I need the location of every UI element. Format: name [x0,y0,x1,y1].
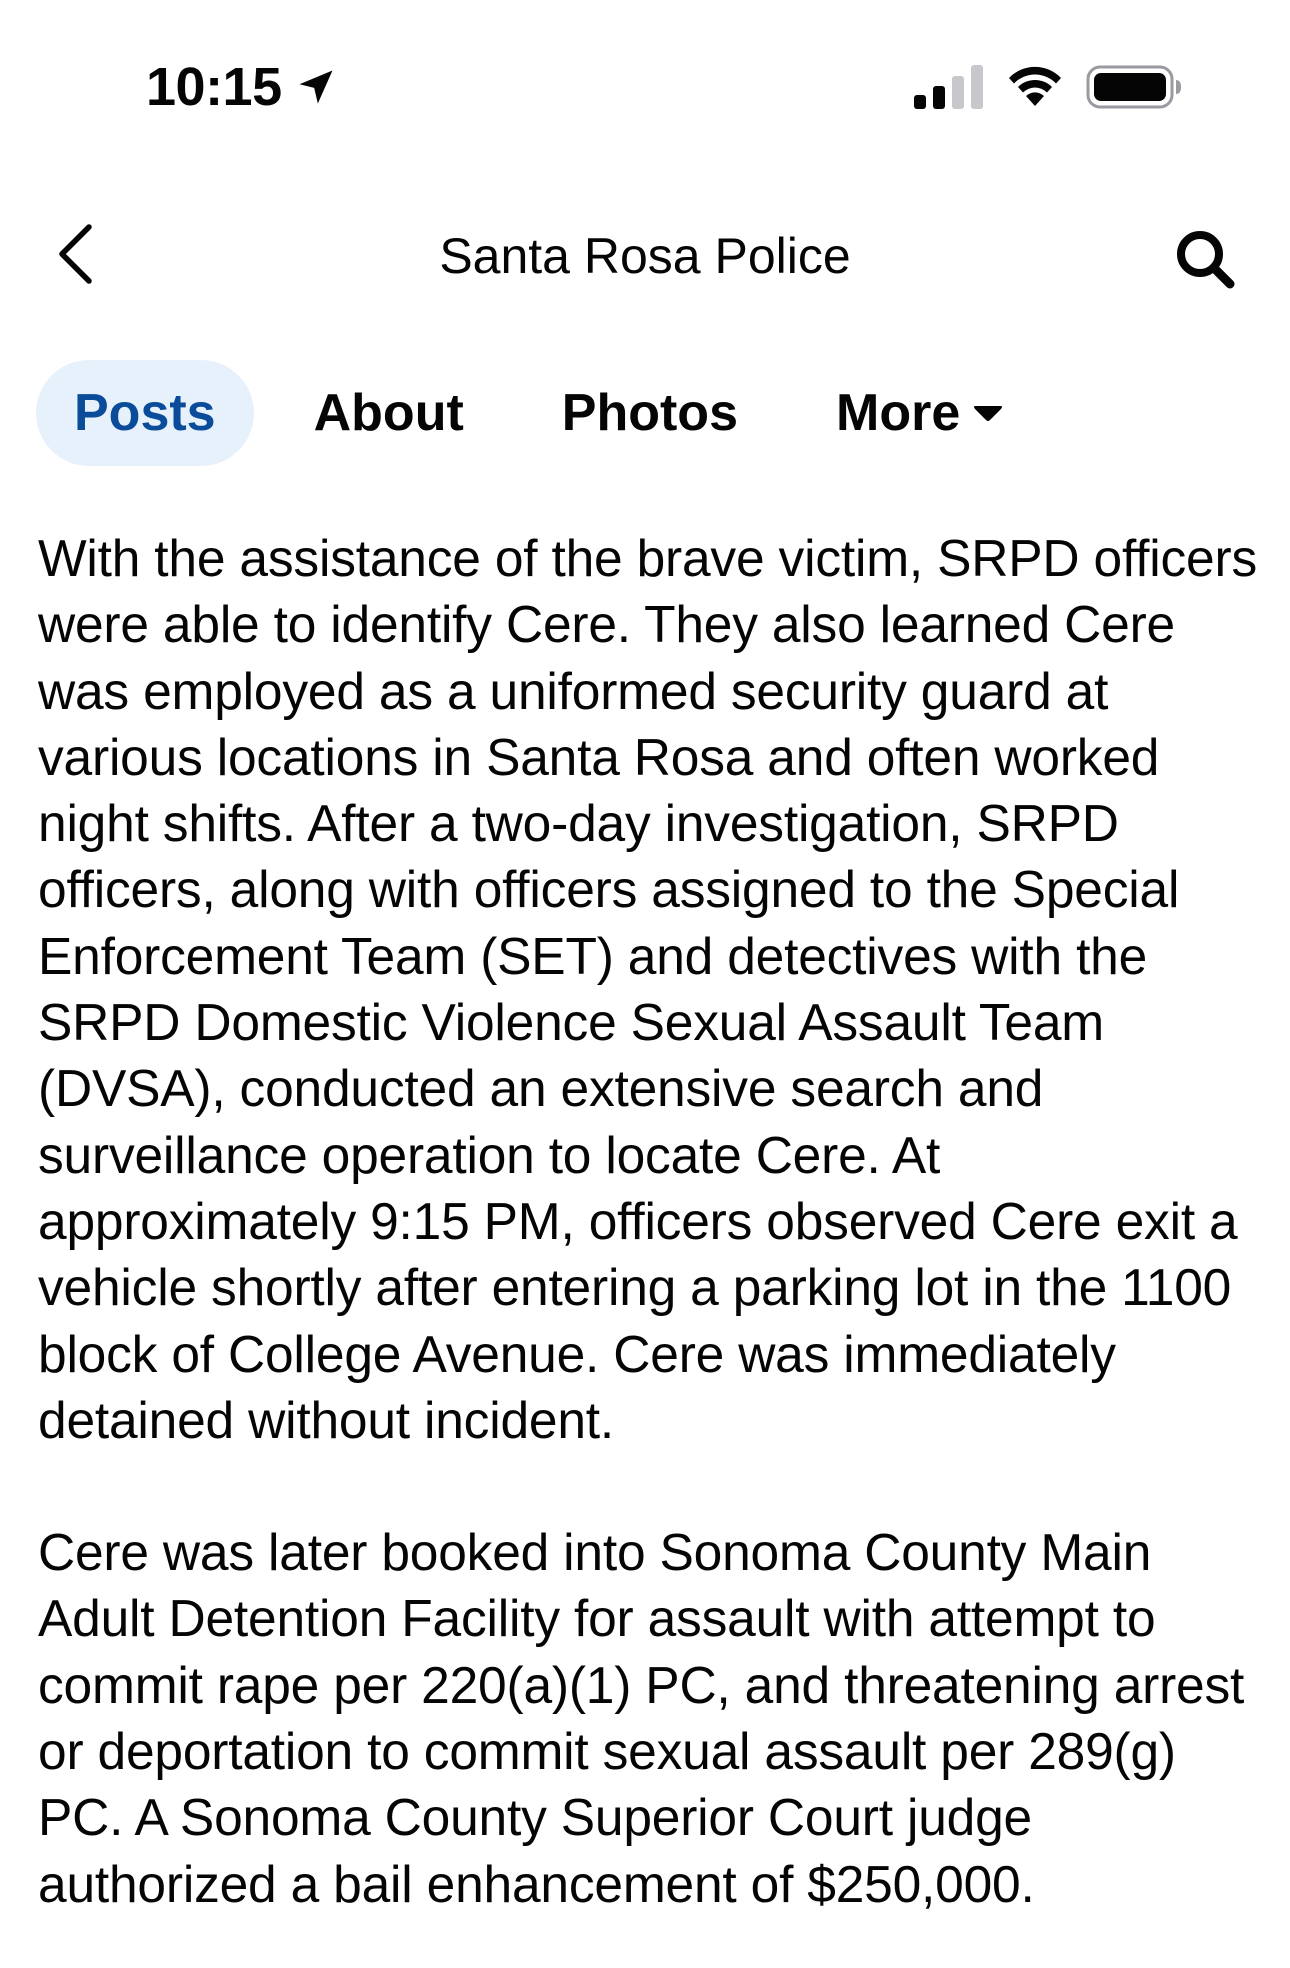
wifi-icon [1006,66,1064,108]
post-body [38,525,1268,1917]
status-indicators [914,62,1182,112]
tab-posts[interactable] [36,360,254,466]
tab-about[interactable] [276,360,502,466]
tab-photos-label: Photos [561,384,738,442]
search-button[interactable] [1165,219,1245,299]
status-time [146,52,338,122]
tab-posts-label: Posts [74,384,216,442]
post-paragraph: With the assistance of the brave victim, SRPD officers were able to identify Cere. They also learned Cere was employed as a uniformed security guard at various locations in Santa Rosa and often worked night shifts. After a two-day investigation, SRPD officers, along with officers assigned to the Special Enforcement Team (SET) and detectives with the SRPD Domestic Violence Sexual Assault Team (DVSA), conducted an extensive search and surveillance operation to locate Cere. At approximately 9:15 PM, officers observed Cere exit a vehicle shortly after entering a parking lot in the 1100 block of College Avenue. Cere was immediately detained without incident. [38,529,1257,1449]
page-title: Santa Rosa Police [439,228,851,284]
battery-icon [1086,64,1182,110]
cellular-signal-icon [914,65,984,109]
tab-more-label: More [836,384,961,442]
tab-photos[interactable] [524,360,776,466]
tab-about-label: About [313,384,464,442]
location-arrow-icon [294,65,338,109]
status-bar [0,0,1290,170]
post-paragraph: Cere was later booked into Sonoma County Main Adult Detention Facility for assault with attempt to commit rape per 220(a)(1) PC, and threatening arrest or deportation to commit sexual assault per 289(g) PC. A Sonoma County Superior Court judge authorized a bail enhancement of $250,000. [38,1523,1245,1913]
page-header [0,195,1290,315]
status-time-text: 10:15 [146,57,282,117]
caret-down-icon [972,403,1004,423]
tab-more[interactable] [798,360,1042,466]
profile-tabs [36,358,1042,468]
search-icon [1173,227,1237,291]
